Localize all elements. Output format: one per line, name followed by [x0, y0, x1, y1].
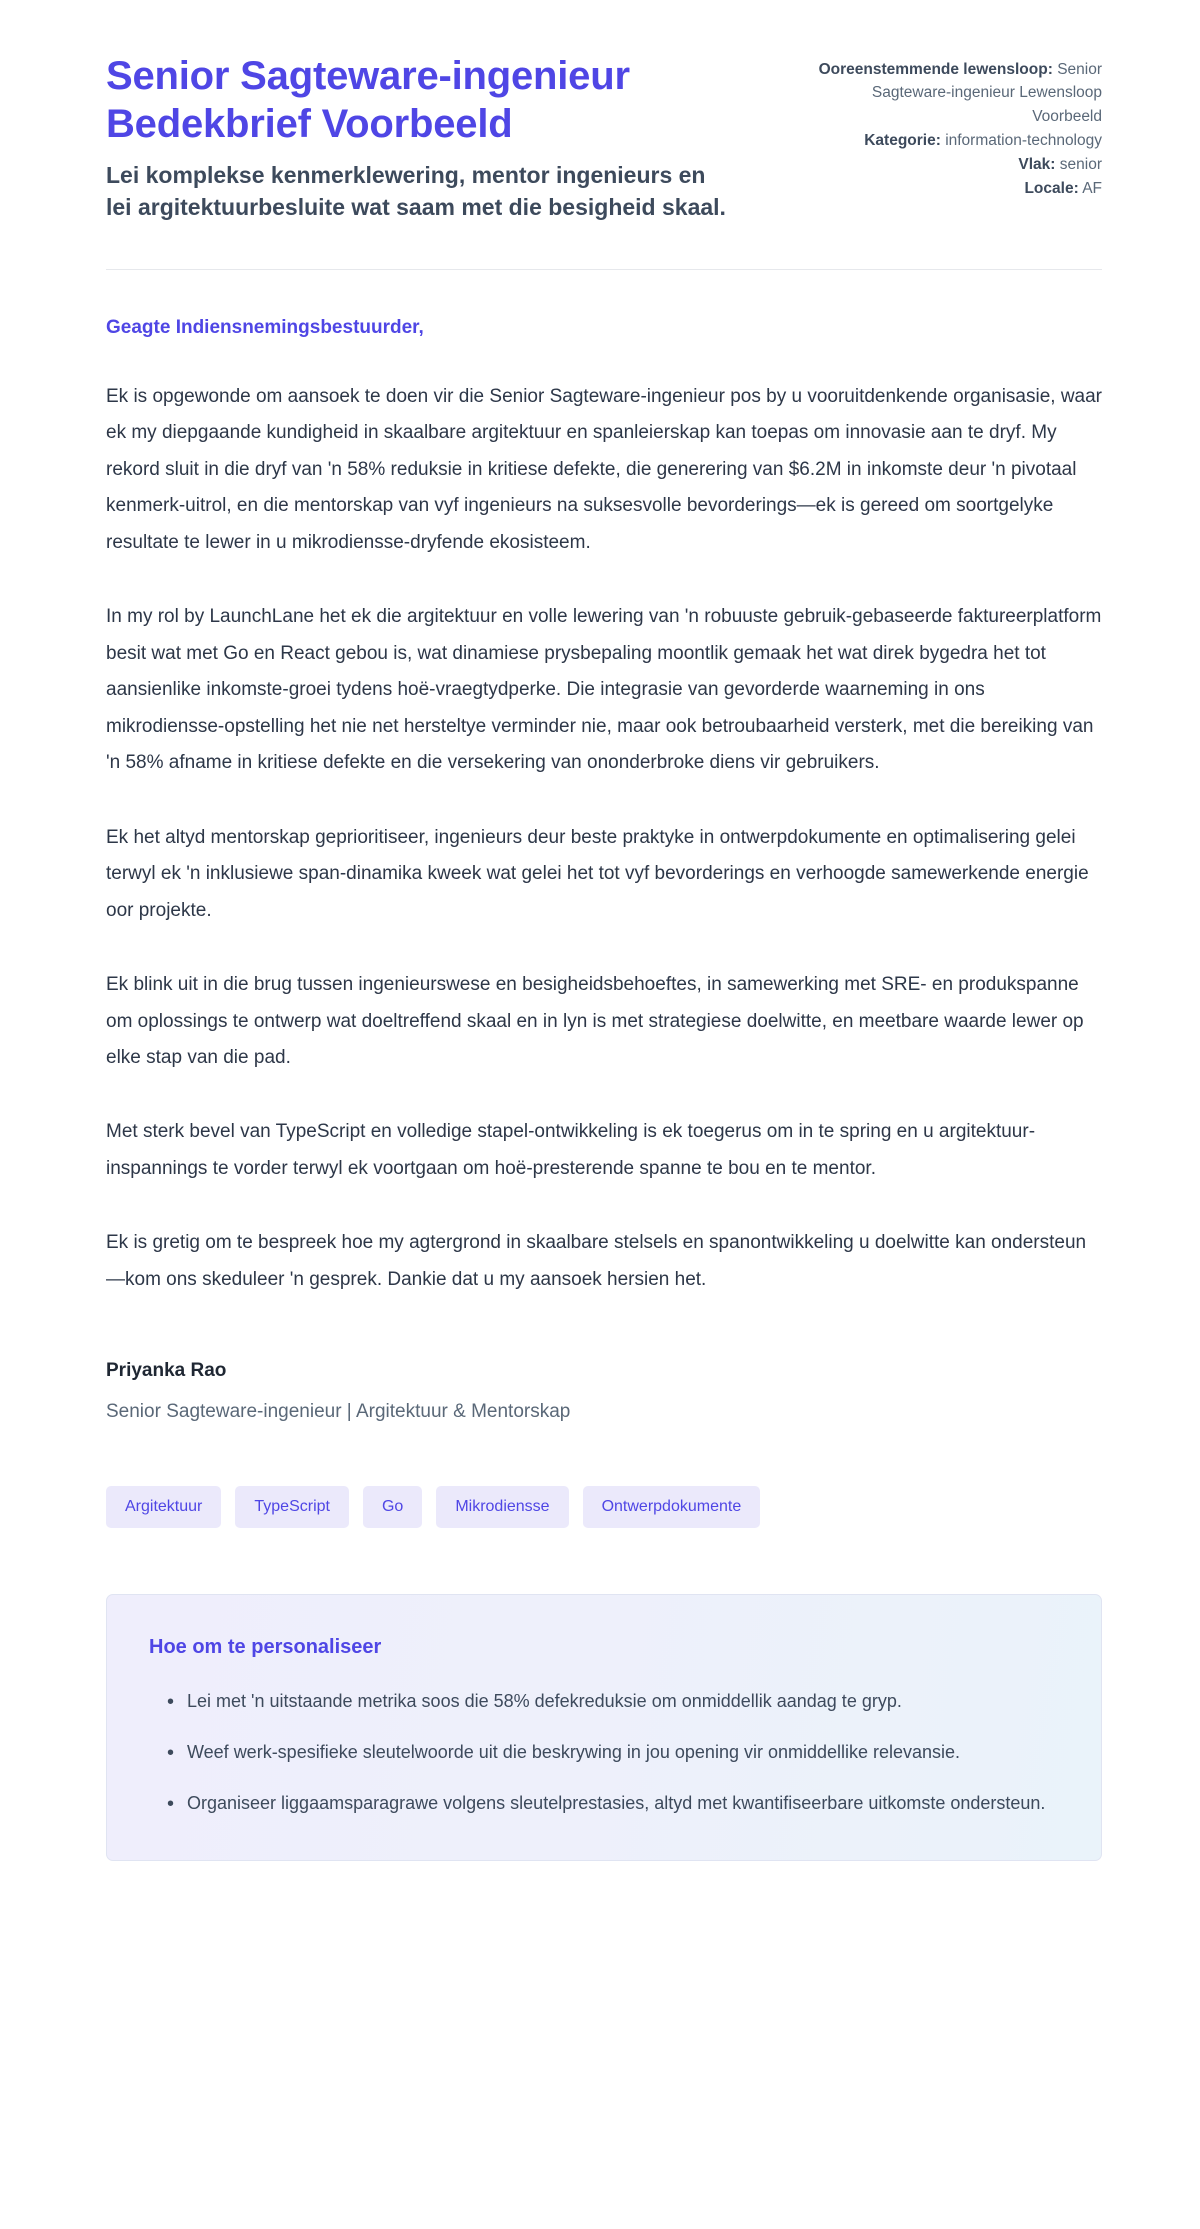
- callout-tip-item: • Organiseer liggaamsparagrawe volgens sleutelprestasies, altyd met kwantifiseerbare uitkomste ondersteun.: [173, 1787, 1059, 1820]
- metadata-value-level: senior: [1059, 156, 1102, 173]
- tag-chip[interactable]: Go: [363, 1486, 422, 1528]
- tag-chip[interactable]: TypeScript: [235, 1486, 349, 1528]
- metadata-row-level: [812, 153, 1102, 176]
- letter-salutation: Geagte Indiensnemingsbestuurder,: [106, 317, 424, 339]
- metadata-row-locale: [812, 177, 1102, 200]
- page-title: Senior Sagteware-ingenieur Bedekbrief Voorbeeld: [106, 54, 630, 146]
- personalization-callout: [106, 1594, 1102, 1862]
- callout-title: Hoe om te personaliseer: [149, 1635, 382, 1658]
- metadata-label-level: Vlak:: [1018, 156, 1056, 173]
- metadata-label-matching-resume: Ooreenstemmende lewensloop:: [818, 61, 1053, 78]
- tag-list: [106, 1486, 1102, 1528]
- metadata-value-locale: AF: [1082, 180, 1102, 198]
- letter-paragraph: Ek is opgewonde om aansoek te doen vir die Senior Sagteware-ingenieur pos by u vooruitdenkende organisasie, waar ek my diepgaande kundigheid in skaalbare argitektuur en spanleierskap kan toepas om innovasie aan te dryf. My rekord sluit in die dryf van 'n 58% reduksie in kritiese defekte, die generering van $6.2M in inkomste deur 'n pivotaal kenmerk-uitrol, en die mentorskap van vyf ingenieurs na suksesvolle bevorderings—ek is gereed om soortgelyke resultate te lewer in u mikrodiensse-dryfende ekosisteem.: [106, 385, 1103, 553]
- signature-name: Priyanka Rao: [106, 1360, 227, 1382]
- metadata-row-matching-resume: [812, 58, 1102, 128]
- document-metadata: [812, 52, 1102, 202]
- document-header: [106, 52, 1102, 223]
- tag-chip[interactable]: Mikrodiensse: [436, 1486, 568, 1528]
- letter-paragraph: Ek het altyd mentorskap geprioritiseer, ingenieurs deur beste praktyke in ontwerpdokumente en optimalisering gelei terwyl ek 'n inklusiewe span-dinamika kweek wat gelei het tot vyf bevorderings en verhoogde samewerkende energie oor projekte.: [106, 826, 1089, 921]
- metadata-row-category: [812, 129, 1102, 152]
- letter-paragraph: Met sterk bevel van TypeScript en volledige stapel-ontwikkeling is ek toegerus om in te spring en u argitektuur-inspannings te vorder terwyl ek voortgaan om hoë-presterende spanne te bou en te mentor.: [106, 1121, 1036, 1179]
- tag-chip[interactable]: Ontwerpdokumente: [583, 1486, 761, 1528]
- letter-paragraph: Ek is gretig om te bespreek hoe my agtergrond in skaalbare stelsels en spanontwikkeling u doelwitte kan ondersteun—kom ons skeduleer 'n gesprek. Dankie dat u my aansoek hersien het.: [106, 1232, 1087, 1290]
- callout-tip-item: • Weef werk-spesifieke sleutelwoorde uit die beskrywing in jou opening vir onmiddellike relevansie.: [173, 1736, 1059, 1769]
- page-subtitle: Lei komplekse kenmerklewering, mentor ingenieurs en lei argitektuurbesluite wat saam met die besigheid skaal.: [106, 162, 726, 220]
- callout-tip-item: • Lei met 'n uitstaande metrika soos die 58% defekreduksie om onmiddellik aandag te gryp.: [173, 1685, 1059, 1718]
- metadata-label-category: Kategorie:: [864, 131, 941, 149]
- letter-paragraph: Ek blink uit in die brug tussen ingenieurswese en besigheidsbehoeftes, in samewerking met SRE- en produkspanne om oplossings te ontwerp wat doeltreffend skaal en in lyn is met strategiese doelwitte, en meetbare waarde lewer op elke stap van die pad.: [106, 974, 1084, 1068]
- metadata-label-locale: Locale:: [1024, 180, 1079, 198]
- signature-role: Senior Sagteware-ingenieur | Argitektuur & Mentorskap: [106, 1400, 571, 1422]
- metadata-value-matching-resume: Senior Sagteware-ingenieur Lewensloop Voorbeeld: [871, 61, 1102, 125]
- letter-body: [106, 270, 1102, 1861]
- metadata-value-category: information-technology: [945, 131, 1102, 149]
- letter-paragraph: In my rol by LaunchLane het ek die argitektuur en volle lewering van 'n robuuste gebruik-gebaseerde faktureerplatform besit wat met Go en React gebou is, wat dinamiese prysbepaling moontlik gemaak het wat direk bygedra het tot aansienlike inkomste-groei tydens hoë-vraegtydperke. Die integrasie van gevorderde waarneming in ons mikrodiensse-opstelling het nie net hersteltye verminder nie, maar ook betroubaarheid versterk, met die bereiking van 'n 58% afname in kritiese defekte en die versekering van ononderbroke diens vir gebruikers.: [106, 606, 1102, 774]
- tag-chip[interactable]: Argitektuur: [106, 1486, 221, 1528]
- header-title-block: [106, 52, 726, 223]
- callout-tip-list: [149, 1685, 1059, 1821]
- signature-block: [106, 1358, 1102, 1425]
